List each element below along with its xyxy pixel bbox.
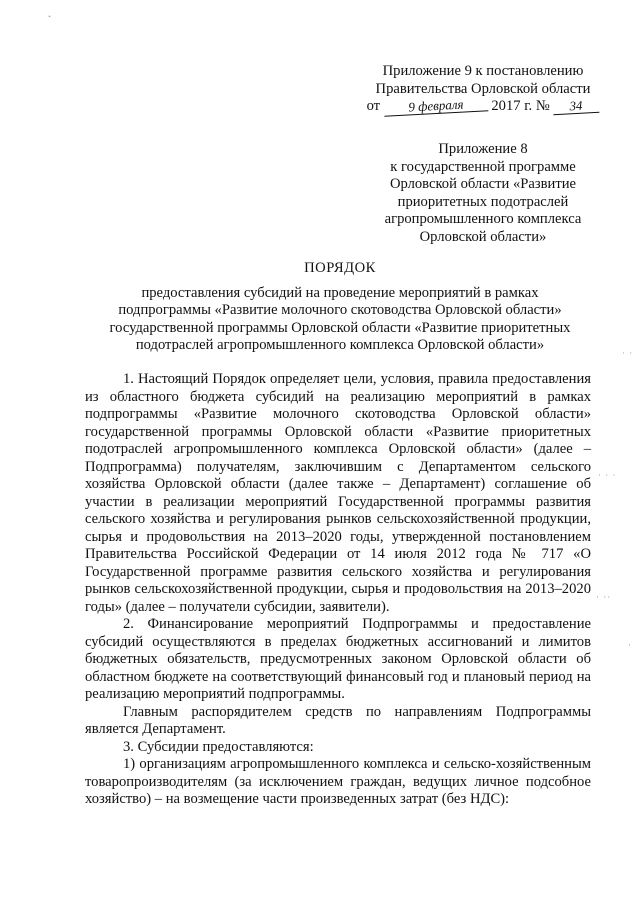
scan-artifact: · · xyxy=(622,348,634,358)
year-and-number-label: 2017 г. № xyxy=(491,98,550,114)
appendix-8-line5: агропромышленного комплекса xyxy=(384,211,582,227)
appendix-9-line2: Правительства Орловской области xyxy=(375,80,591,97)
appendix-9-date-line xyxy=(358,98,608,116)
document-title-block xyxy=(90,260,590,355)
date-prefix: от xyxy=(366,98,381,114)
document-title: ПОРЯДОК xyxy=(304,260,376,276)
scan-artifact: · ·· xyxy=(596,592,612,602)
subtitle-line: государственной программы Орловской области «Развитие приоритетных xyxy=(109,319,571,336)
subtitle-line: подотраслей агропромышленного комплекса Орловской области» xyxy=(135,337,545,353)
paragraph-2: 2. Финансирование мероприятий Подпрограммы и предоставление субсидий осуществляются в пределах бюджетных ассигнований и лимитов бюджетных обязательств, предусмотренных законом Орловской области об областном бюджете на соответствующий финансовый год и плановый период на реализацию мероприятий подпрограммы. xyxy=(85,616,591,702)
handwritten-number: 34 xyxy=(553,98,600,115)
appendix-8-line1: Приложение 8 xyxy=(438,141,528,157)
subtitle-line: подпрограммы «Развитие молочного скотоводства Орловской области» xyxy=(118,302,562,318)
scan-artifact: ˇ xyxy=(48,14,52,24)
appendix-9-line1: Приложение 9 к постановлению xyxy=(382,63,584,79)
paragraph-2-continued: Главным распорядителем средств по направлениям Подпрограммы является Департамент. xyxy=(85,703,591,737)
appendix-8-line2: к государственной программе xyxy=(390,158,576,175)
handwritten-date: 9 февраля xyxy=(383,96,488,116)
paragraph-3-item-1: 1) организациям агропромышленного комплекса и сельско-хозяйственным товаропроизводителям (за исключением граждан, ведущих личное подсобное хозяйство) – на возмещение части произведенных затрат (без НДС): xyxy=(85,756,591,807)
subtitle-line: предоставления субсидий на проведение мероприятий в рамках xyxy=(141,284,539,301)
paragraph-1: 1. Настоящий Порядок определяет цели, условия, правила предоставления из областного бюджета субсидий на реализацию мероприятий в рамках подпрограммы «Развитие молочного скотоводства Орловской области» государственной программы Орловской области «Развитие приоритетных подотраслей агропромышленного комплекса Орловской области» (далее – Подпрограмма) получателям, заключившим с Департаментом сельского хозяйства Орловской области (далее также – Департамент) соглашение об участии в реализации мероприятий Государственной программы развития сельского хозяйства и регулирования рынков сельскохозяйственной продукции, сырья и продовольствия на 2013–2020 годы, утвержденной постановлением Правительства Российской Федерации от 14 июля 2012 года № 717 «О Государственной программе развития сельского хозяйства и регулирования рынков сельскохозяйственной продукции, сырья и продовольствия на 2013–2020 годы» (далее – получатели субсидии, заявители). xyxy=(85,371,591,615)
appendix-8-line4: приоритетных подотраслей xyxy=(397,193,569,210)
scan-artifact: · · · xyxy=(598,470,617,480)
appendix-9-header xyxy=(358,63,608,116)
document-body xyxy=(85,371,591,809)
paragraph-3: 3. Субсидии предоставляются: xyxy=(123,738,314,755)
appendix-8-header xyxy=(358,141,608,246)
appendix-8-line6: Орловской области» xyxy=(419,228,547,245)
appendix-8-line3: Орловской области «Развитие xyxy=(389,176,577,192)
scan-artifact: · xyxy=(628,640,632,650)
